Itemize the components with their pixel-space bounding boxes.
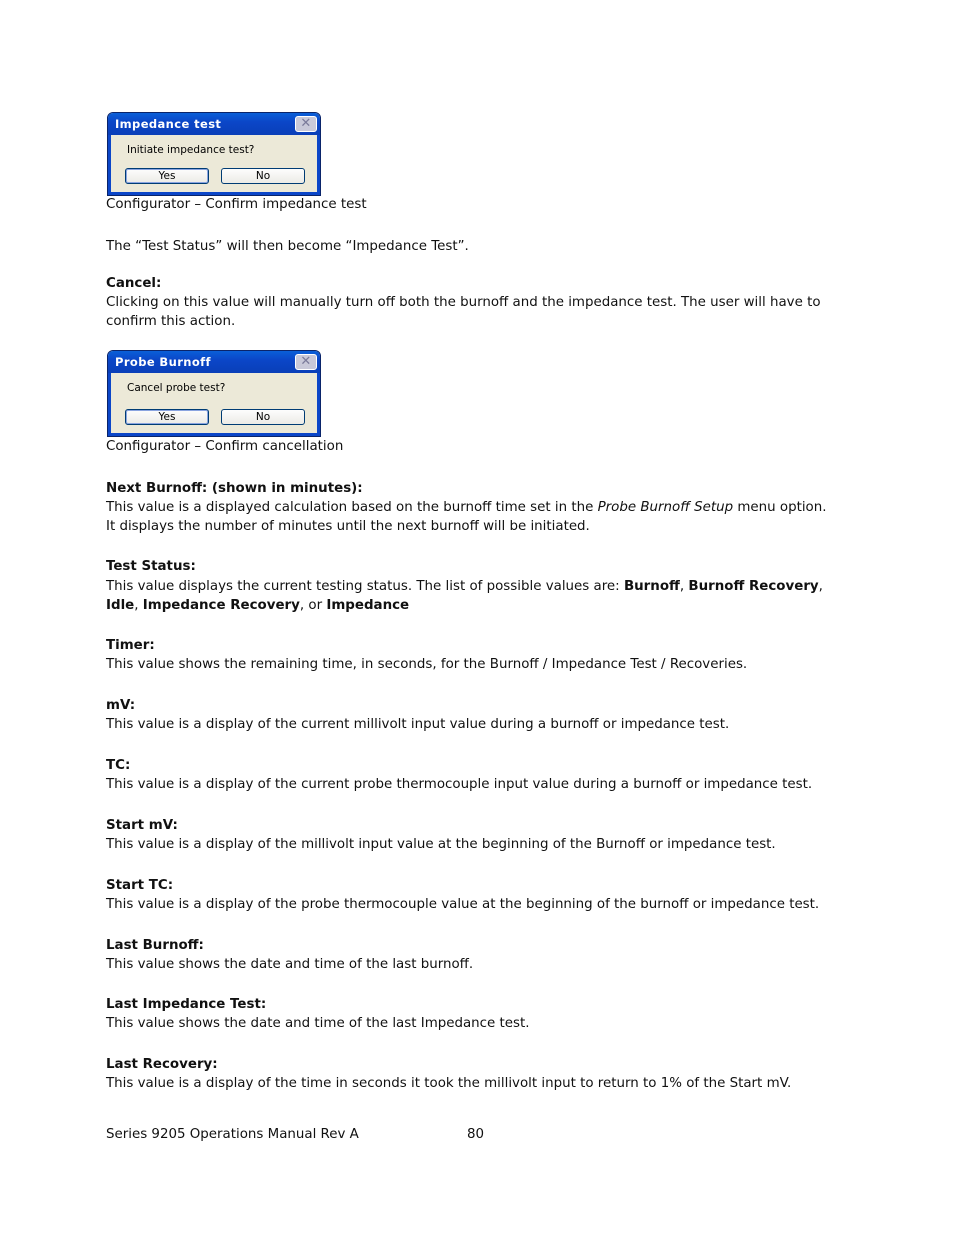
yes-button[interactable]: Yes — [125, 168, 209, 184]
dialog-title: Probe Burnoff — [115, 355, 211, 369]
section-heading-cancel: Cancel: — [106, 276, 162, 291]
section-heading-last-recovery: Last Recovery: — [106, 1057, 218, 1072]
section-heading-mv: mV: — [106, 698, 136, 713]
no-button[interactable]: No — [221, 409, 305, 425]
close-icon[interactable]: ✕ — [295, 354, 317, 370]
dialog-body — [108, 135, 320, 195]
section-heading-timer: Timer: — [106, 638, 155, 653]
start-tc-text: This value is a display of the probe thermocouple value at the beginning of the burnoff or impedance test. — [106, 897, 820, 912]
page-number: 80 — [467, 1127, 485, 1142]
close-icon[interactable]: ✕ — [295, 116, 317, 132]
dialog-question: Initiate impedance test? — [127, 144, 255, 156]
start-mv-text: This value is a display of the millivolt input value at the beginning of the Burnoff or impedance test. — [106, 837, 776, 852]
cancel-text-line: Clicking on this value will manually turn off both the burnoff and the impedance test. The user will have to — [106, 295, 821, 310]
timer-text: This value shows the remaining time, in seconds, for the Burnoff / Impedance Test / Recoveries. — [106, 657, 748, 672]
footer-manual-title: Series 9205 Operations Manual Rev A — [106, 1127, 359, 1142]
mv-text: This value is a display of the current millivolt input value during a burnoff or impedance test. — [106, 717, 730, 732]
dialog-question: Cancel probe test? — [127, 382, 226, 394]
last-impedance-text: This value shows the date and time of the last Impedance test. — [106, 1016, 530, 1031]
section-heading-last-impedance: Last Impedance Test: — [106, 997, 267, 1012]
menu-option-name: Probe Burnoff Setup — [597, 500, 734, 515]
last-recovery-text: This value is a display of the time in seconds it took the millivolt input to return to 1% of the Start mV. — [106, 1076, 792, 1091]
figure-caption: Configurator – Confirm cancellation — [106, 439, 344, 454]
no-button[interactable]: No — [221, 168, 305, 184]
next-burnoff-text-line: It displays the number of minutes until the next burnoff will be initiated. — [106, 519, 590, 534]
section-heading-next-burnoff: Next Burnoff: (shown in minutes): — [106, 481, 363, 496]
dialog-body — [108, 373, 320, 436]
dialog-title: Impedance test — [115, 117, 222, 131]
section-heading-start-tc: Start TC: — [106, 878, 174, 893]
figure-caption: Configurator – Confirm impedance test — [106, 197, 367, 212]
tc-text: This value is a display of the current probe thermocouple input value during a burnoff or impedance test. — [106, 777, 813, 792]
cancel-text-line: confirm this action. — [106, 314, 236, 329]
dialog-title-bar — [108, 113, 320, 135]
section-heading-test-status: Test Status: — [106, 559, 196, 574]
test-status-text-line: This value displays the current testing status. The list of possible values are: Burnoff, Burnoff Recovery, — [106, 579, 823, 594]
section-heading-tc: TC: — [106, 758, 131, 773]
yes-button[interactable]: Yes — [125, 409, 209, 425]
test-status-text-line: Idle, Impedance Recovery, or Impedance — [106, 598, 410, 613]
probe-burnoff-dialog — [107, 350, 321, 437]
section-heading-start-mv: Start mV: — [106, 818, 178, 833]
paragraph: The “Test Status” will then become “Impedance Test”. — [106, 239, 469, 254]
impedance-test-dialog — [107, 112, 321, 196]
section-heading-last-burnoff: Last Burnoff: — [106, 938, 204, 953]
dialog-title-bar — [108, 351, 320, 373]
next-burnoff-text-line: This value is a displayed calculation based on the burnoff time set in the Probe Burnoff Setup menu option. — [106, 500, 827, 515]
last-burnoff-text: This value shows the date and time of the last burnoff. — [106, 957, 474, 972]
